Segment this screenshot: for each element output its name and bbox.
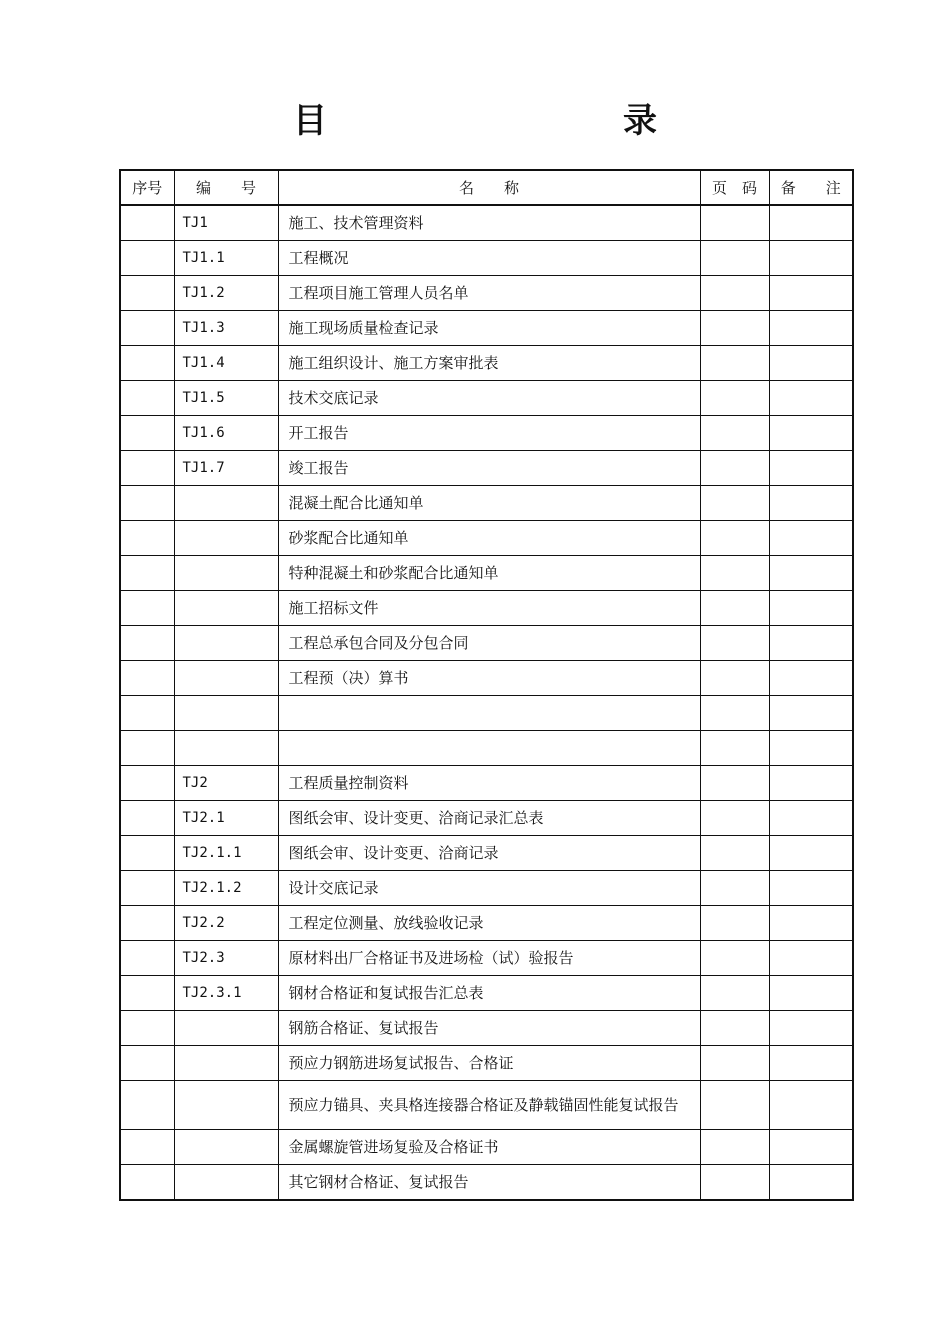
name-cell: 工程预（决）算书 xyxy=(278,661,700,696)
page-cell xyxy=(700,836,769,871)
note-cell xyxy=(769,205,853,241)
table-row xyxy=(120,661,853,696)
note-cell xyxy=(769,1011,853,1046)
page-cell xyxy=(700,976,769,1011)
header-seq: 序号 xyxy=(120,170,174,205)
seq-cell xyxy=(120,416,174,451)
seq-cell xyxy=(120,766,174,801)
seq-cell xyxy=(120,241,174,276)
table-row xyxy=(120,521,853,556)
name-cell: 工程质量控制资料 xyxy=(278,766,700,801)
table-row xyxy=(120,941,853,976)
code-cell: TJ2.3.1 xyxy=(174,976,278,1011)
seq-cell xyxy=(120,346,174,381)
name-cell: 金属螺旋管进场复验及合格证书 xyxy=(278,1130,700,1165)
table-row xyxy=(120,416,853,451)
seq-cell xyxy=(120,205,174,241)
table-row xyxy=(120,276,853,311)
page-cell xyxy=(700,1081,769,1130)
code-cell xyxy=(174,626,278,661)
toc-body xyxy=(120,205,853,1200)
note-cell xyxy=(769,836,853,871)
name-cell: 图纸会审、设计变更、洽商记录汇总表 xyxy=(278,801,700,836)
page-cell xyxy=(700,311,769,346)
name-cell: 竣工报告 xyxy=(278,451,700,486)
table-row xyxy=(120,1130,853,1165)
name-cell: 开工报告 xyxy=(278,416,700,451)
note-cell xyxy=(769,416,853,451)
code-cell xyxy=(174,1165,278,1201)
note-cell xyxy=(769,486,853,521)
code-cell: TJ1.4 xyxy=(174,346,278,381)
seq-cell xyxy=(120,731,174,766)
page-cell xyxy=(700,346,769,381)
table-row xyxy=(120,871,853,906)
name-cell: 特种混凝土和砂浆配合比通知单 xyxy=(278,556,700,591)
code-cell: TJ1.3 xyxy=(174,311,278,346)
name-cell: 混凝土配合比通知单 xyxy=(278,486,700,521)
table-row xyxy=(120,976,853,1011)
seq-cell xyxy=(120,1165,174,1201)
table-row xyxy=(120,451,853,486)
seq-cell xyxy=(120,276,174,311)
code-cell: TJ1.2 xyxy=(174,276,278,311)
code-cell: TJ2.1.2 xyxy=(174,871,278,906)
note-cell xyxy=(769,941,853,976)
table-row xyxy=(120,906,853,941)
table-row xyxy=(120,731,853,766)
note-cell xyxy=(769,696,853,731)
page-cell xyxy=(700,451,769,486)
name-cell: 设计交底记录 xyxy=(278,871,700,906)
name-cell: 工程项目施工管理人员名单 xyxy=(278,276,700,311)
code-cell xyxy=(174,1081,278,1130)
name-cell xyxy=(278,696,700,731)
note-cell xyxy=(769,591,853,626)
page-cell xyxy=(700,1130,769,1165)
name-cell: 预应力钢筋进场复试报告、合格证 xyxy=(278,1046,700,1081)
note-cell xyxy=(769,1130,853,1165)
page-cell xyxy=(700,556,769,591)
note-cell xyxy=(769,801,853,836)
table-row xyxy=(120,1011,853,1046)
table-row xyxy=(120,591,853,626)
table-row xyxy=(120,766,853,801)
seq-cell xyxy=(120,871,174,906)
note-cell xyxy=(769,1081,853,1130)
note-cell xyxy=(769,346,853,381)
code-cell xyxy=(174,556,278,591)
code-cell: TJ1 xyxy=(174,205,278,241)
note-cell xyxy=(769,661,853,696)
table-row xyxy=(120,556,853,591)
code-cell: TJ1.1 xyxy=(174,241,278,276)
name-cell: 工程概况 xyxy=(278,241,700,276)
note-cell xyxy=(769,451,853,486)
code-cell xyxy=(174,731,278,766)
page-cell xyxy=(700,731,769,766)
name-cell: 施工现场质量检查记录 xyxy=(278,311,700,346)
seq-cell xyxy=(120,626,174,661)
seq-cell xyxy=(120,486,174,521)
seq-cell xyxy=(120,521,174,556)
code-cell: TJ2.3 xyxy=(174,941,278,976)
toc-table xyxy=(119,169,854,1201)
code-cell: TJ2 xyxy=(174,766,278,801)
note-cell xyxy=(769,241,853,276)
note-cell xyxy=(769,871,853,906)
page-cell xyxy=(700,696,769,731)
code-cell xyxy=(174,1130,278,1165)
seq-cell xyxy=(120,976,174,1011)
table-row xyxy=(120,486,853,521)
seq-cell xyxy=(120,381,174,416)
seq-cell xyxy=(120,801,174,836)
seq-cell xyxy=(120,696,174,731)
name-cell xyxy=(278,731,700,766)
name-cell: 钢材合格证和复试报告汇总表 xyxy=(278,976,700,1011)
note-cell xyxy=(769,976,853,1011)
code-cell xyxy=(174,1046,278,1081)
seq-cell xyxy=(120,906,174,941)
note-cell xyxy=(769,311,853,346)
header-note: 备 注 xyxy=(769,170,853,205)
seq-cell xyxy=(120,941,174,976)
code-cell xyxy=(174,696,278,731)
page-cell xyxy=(700,906,769,941)
name-cell: 施工、技术管理资料 xyxy=(278,205,700,241)
code-cell xyxy=(174,661,278,696)
header-page: 页 码 xyxy=(700,170,769,205)
page-cell xyxy=(700,205,769,241)
name-cell: 施工招标文件 xyxy=(278,591,700,626)
name-cell: 其它钢材合格证、复试报告 xyxy=(278,1165,700,1201)
code-cell: TJ2.1.1 xyxy=(174,836,278,871)
name-cell: 施工组织设计、施工方案审批表 xyxy=(278,346,700,381)
code-cell xyxy=(174,1011,278,1046)
code-cell: TJ1.7 xyxy=(174,451,278,486)
note-cell xyxy=(769,276,853,311)
page-cell xyxy=(700,521,769,556)
table-row xyxy=(120,381,853,416)
note-cell xyxy=(769,906,853,941)
page-cell xyxy=(700,416,769,451)
page-cell xyxy=(700,871,769,906)
table-row xyxy=(120,1081,853,1130)
note-cell xyxy=(769,626,853,661)
table-row xyxy=(120,801,853,836)
seq-cell xyxy=(120,1130,174,1165)
table-row xyxy=(120,1046,853,1081)
note-cell xyxy=(769,556,853,591)
name-cell: 工程定位测量、放线验收记录 xyxy=(278,906,700,941)
name-cell: 工程总承包合同及分包合同 xyxy=(278,626,700,661)
page-cell xyxy=(700,276,769,311)
code-cell xyxy=(174,486,278,521)
page-cell xyxy=(700,591,769,626)
header-name: 名 称 xyxy=(278,170,700,205)
page-cell xyxy=(700,626,769,661)
code-cell: TJ1.6 xyxy=(174,416,278,451)
code-cell: TJ2.1 xyxy=(174,801,278,836)
seq-cell xyxy=(120,1046,174,1081)
code-cell: TJ2.2 xyxy=(174,906,278,941)
code-cell: TJ1.5 xyxy=(174,381,278,416)
note-cell xyxy=(769,521,853,556)
name-cell: 预应力锚具、夹具格连接器合格证及静载锚固性能复试报告 xyxy=(278,1081,700,1130)
table-row xyxy=(120,205,853,241)
note-cell xyxy=(769,1046,853,1081)
code-cell xyxy=(174,591,278,626)
note-cell xyxy=(769,1165,853,1201)
page-cell xyxy=(700,1011,769,1046)
seq-cell xyxy=(120,836,174,871)
name-cell: 钢筋合格证、复试报告 xyxy=(278,1011,700,1046)
seq-cell xyxy=(120,1081,174,1130)
header-code: 编 号 xyxy=(174,170,278,205)
note-cell xyxy=(769,766,853,801)
note-cell xyxy=(769,731,853,766)
table-row xyxy=(120,346,853,381)
name-cell: 技术交底记录 xyxy=(278,381,700,416)
page-cell xyxy=(700,801,769,836)
table-row xyxy=(120,311,853,346)
name-cell: 原材料出厂合格证书及进场检（试）验报告 xyxy=(278,941,700,976)
page-title: 目 录 xyxy=(293,101,733,141)
name-cell: 图纸会审、设计变更、洽商记录 xyxy=(278,836,700,871)
table-row xyxy=(120,836,853,871)
seq-cell xyxy=(120,1011,174,1046)
seq-cell xyxy=(120,451,174,486)
table-row xyxy=(120,241,853,276)
table-row xyxy=(120,696,853,731)
seq-cell xyxy=(120,311,174,346)
table-row xyxy=(120,1165,853,1201)
page-cell xyxy=(700,486,769,521)
name-cell: 砂浆配合比通知单 xyxy=(278,521,700,556)
page-cell xyxy=(700,941,769,976)
header-row xyxy=(120,170,853,205)
page-cell xyxy=(700,241,769,276)
note-cell xyxy=(769,381,853,416)
code-cell xyxy=(174,521,278,556)
seq-cell xyxy=(120,556,174,591)
page-cell xyxy=(700,661,769,696)
page-cell xyxy=(700,766,769,801)
page-cell xyxy=(700,1165,769,1201)
seq-cell xyxy=(120,591,174,626)
table-row xyxy=(120,626,853,661)
seq-cell xyxy=(120,661,174,696)
page-cell xyxy=(700,1046,769,1081)
page-cell xyxy=(700,381,769,416)
